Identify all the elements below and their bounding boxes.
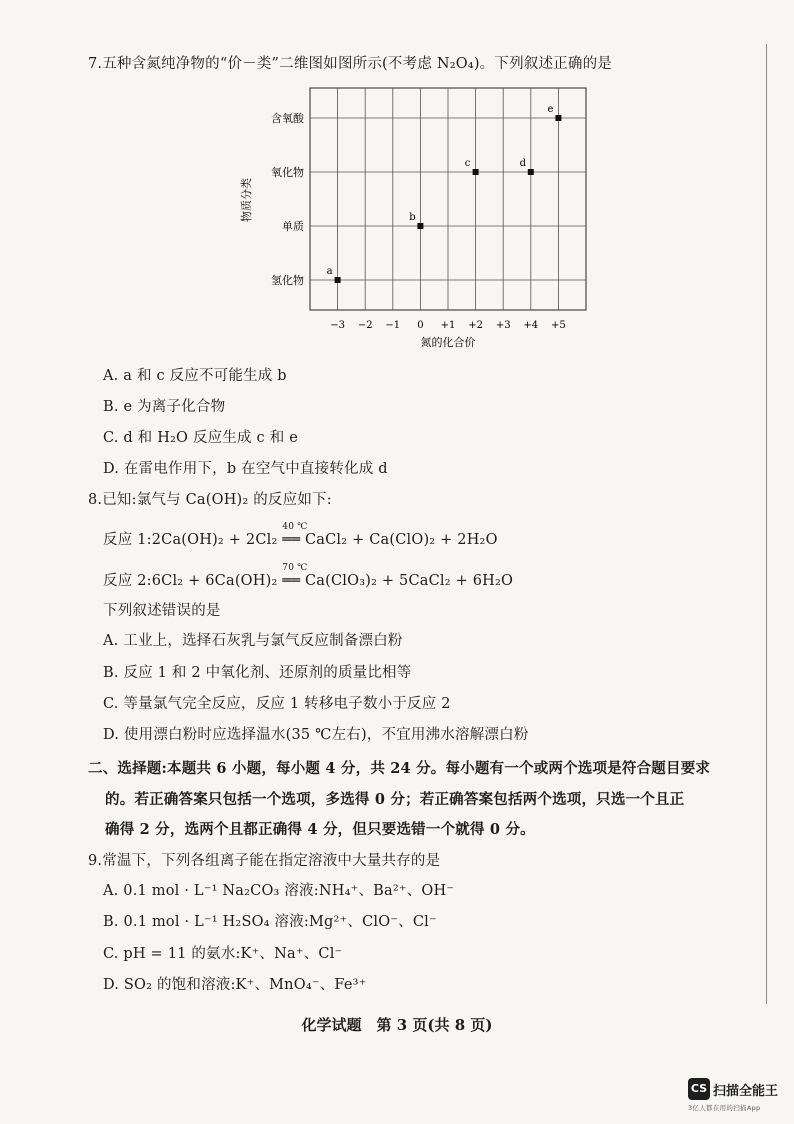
q9-option-d: D. SO₂ 的饱和溶液:K⁺、MnO₄⁻、Fe³⁺ [103, 977, 367, 993]
data-point-d [528, 169, 534, 175]
q9-option-b: B. 0.1 mol · L⁻¹ H₂SO₄ 溶液:Mg²⁺、ClO⁻、Cl⁻ [103, 914, 437, 930]
data-point-label: e [547, 104, 554, 115]
data-point-label: d [519, 158, 527, 169]
q8-option-a: A. 工业上，选择石灰乳与氯气反应制备漂白粉 [103, 633, 403, 649]
reaction-2-condition: 70 ℃ [282, 563, 308, 573]
category-label: 含氧酸 [271, 112, 304, 125]
y-axis-label: 物质分类 [240, 178, 253, 222]
category-label: 单质 [282, 220, 304, 233]
x-tick-label: −3 [330, 320, 345, 331]
q8-option-c: C. 等量氯气完全反应，反应 1 转移电子数小于反应 2 [103, 696, 451, 712]
x-tick-label: −1 [385, 320, 401, 331]
watermark-title: 扫描全能王 [713, 1083, 779, 1099]
q8-stem: 8.已知:氯气与 Ca(OH)₂ 的反应如下: [88, 492, 332, 508]
x-tick-label: +2 [468, 320, 483, 331]
reaction-1-products: CaCl₂ + Ca(ClO)₂ + 2H₂O [304, 532, 498, 548]
reaction-2-products: Ca(ClO₃)₂ + 5CaCl₂ + 6H₂O [304, 573, 514, 589]
x-axis-label: 氮的化合价 [420, 336, 476, 349]
reaction-1-arrow: 40 ℃ ══ [282, 522, 308, 548]
data-point-label: b [409, 212, 416, 223]
q7-option-a: A. a 和 c 反应不可能生成 b [103, 368, 287, 384]
data-point-b [417, 223, 423, 229]
page-footer: 化学试题 第 3 页(共 8 页) [301, 1016, 493, 1034]
data-point-c [473, 169, 479, 175]
scanner-watermark [688, 1078, 778, 1112]
reaction-1-reactants: 反应 1:2Ca(OH)₂ + 2Cl₂ [103, 532, 278, 548]
q8-reaction-1 [103, 522, 498, 549]
data-point-a [335, 277, 341, 283]
category-labels [271, 111, 305, 287]
q8-option-b: B. 反应 1 和 2 中氧化剂、还原剂的质量比相等 [103, 665, 412, 681]
data-point-e [555, 115, 561, 121]
chart-grid [310, 88, 586, 310]
section2-line2: 的。若正确答案只包括一个选项，多选得 0 分；若正确答案包括两个选项，只选一个且正 [105, 791, 685, 808]
margin-rule [766, 44, 767, 1004]
q8-subquestion: 下列叙述错误的是 [103, 603, 221, 619]
q8-reaction-2 [103, 563, 514, 590]
reaction-2-reactants: 反应 2:6Cl₂ + 6Ca(OH)₂ [103, 573, 278, 589]
x-tick-labels [330, 320, 566, 331]
data-points [327, 104, 562, 283]
x-tick-label: +1 [440, 320, 456, 331]
section2-line1: 二、选择题:本题共 6 小题，每小题 4 分，共 24 分。每小题有一个或两个选项是符合题目要求 [88, 760, 711, 777]
q9-option-a: A. 0.1 mol · L⁻¹ Na₂CO₃ 溶液:NH₄⁺、Ba²⁺、OH⁻ [103, 883, 455, 899]
q9-stem: 9.常温下，下列各组离子能在指定溶液中大量共存的是 [88, 853, 441, 869]
reaction-2-arrow: 70 ℃ ══ [282, 563, 308, 589]
category-label: 氧化物 [271, 166, 304, 179]
valence-category-chart [238, 82, 598, 352]
x-tick-label: +3 [495, 320, 511, 331]
q7-option-b: B. e 为离子化合物 [103, 399, 226, 415]
q7-stem: 7.五种含氮纯净物的“价－类”二维图如图所示(不考虑 N₂O₄)。下列叙述正确的是 [88, 56, 612, 72]
x-tick-label: +5 [551, 320, 566, 331]
camscanner-logo-icon: CS [688, 1078, 710, 1100]
data-point-label: a [326, 266, 333, 277]
x-tick-label: −2 [357, 320, 373, 331]
x-tick-label: 0 [417, 320, 424, 331]
reaction-1-condition: 40 ℃ [282, 522, 308, 532]
q7-option-d: D. 在雷电作用下，b 在空气中直接转化成 d [103, 461, 388, 477]
watermark-subtitle: 3亿人都在用的扫描App [688, 1104, 761, 1112]
section2-line3: 确得 2 分，选两个且都正确得 4 分，但只要选错一个就得 0 分。 [105, 821, 535, 838]
q9-option-c: C. pH = 11 的氨水:K⁺、Na⁺、Cl⁻ [103, 946, 343, 962]
q7-option-c: C. d 和 H₂O 反应生成 c 和 e [103, 430, 298, 446]
category-label: 氢化物 [271, 274, 304, 287]
q8-option-d: D. 使用漂白粉时应选择温水(35 ℃左右)，不宜用沸水溶解漂白粉 [103, 727, 529, 743]
data-point-label: c [464, 158, 471, 169]
x-tick-label: +4 [523, 320, 539, 331]
